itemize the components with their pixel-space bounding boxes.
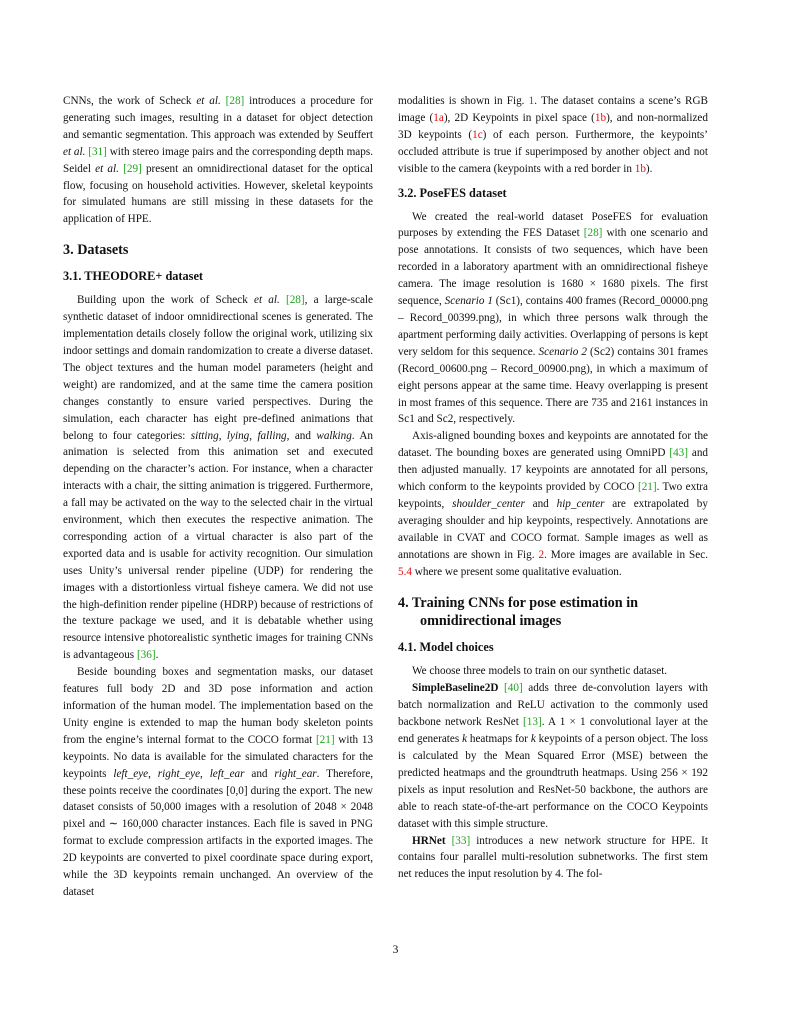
text-italic: right_eye bbox=[157, 767, 201, 780]
text: . An animation is selected from this animation set and executed depending on the character’s action. For instance, when a character interacts with a chair, the sitting animation is triggered. Furthermore, a fall may be activated on the way to the selected chair in the virtual environment, which then executes the respective animation. The corresponding action of a virtual character is also part of the exported data and is usable for activity recognition. Our simulation uses Unity’s universal render pipeline (UDP) for rendering the images with a distortionless virtual fisheye camera. We did not use the high-definition render pipeline (HDRP) because of restrictions of the texture package we used, and it is debatable whether using resource intensive photorealistic synthetic images for training CNNs is advantageous bbox=[63, 429, 374, 662]
citation-link[interactable]: [13] bbox=[523, 716, 542, 729]
text: with 13 keypoints. No data is available for the simulated characters for the keypoints bbox=[63, 733, 374, 780]
text: and bbox=[244, 767, 275, 780]
citation-link[interactable]: [40] bbox=[504, 682, 523, 695]
text: . The dataset contains a scene’s RGB image ( bbox=[398, 95, 708, 124]
text: and then adjusted manually. 17 keypoints are annotated for all persons, which conform to the keypoints provided by COCO bbox=[398, 447, 709, 494]
text: , bbox=[200, 767, 210, 780]
text-italic: et al. bbox=[63, 145, 86, 158]
text: . bbox=[155, 649, 159, 662]
citation-link[interactable]: [33] bbox=[451, 834, 471, 847]
section-heading-datasets: 3. Datasets bbox=[63, 242, 129, 259]
text: . Therefore, these points receive the coordinates [0,0] during the export. The new dataset consists of 50,000 images with a resolution of 2048 × 2048 pixel and ∼ 160,000 character instances. Each file is saved in PNG format to exclude compression artifacts in the exported images. The 2D keypoints are converted to pixel coordinate space during export, while the 3D keypoints remain unchanged. An overview of the dataset bbox=[63, 767, 373, 898]
text: (Sc1), contains 400 frames (Record_00000.png – Record_00399.png), in which three persons walk through the apartment performing daily activities. Overlapping of persons is kept very seldom for this sequence. bbox=[398, 295, 708, 358]
text-italic: shoulder_center bbox=[452, 497, 525, 510]
paragraph-model-2 bbox=[398, 680, 708, 832]
citation-link[interactable]: [31] bbox=[88, 145, 107, 158]
text-italic: et al. bbox=[95, 162, 119, 175]
subsection-heading-model-choices: 4.1. Model choices bbox=[398, 640, 494, 655]
text: , bbox=[249, 429, 258, 442]
right-column bbox=[398, 93, 708, 883]
text: adds three de-convolution layers with batch normalization and ReLU activation to the commonly used backbone network ResNet bbox=[398, 682, 708, 729]
text: with stereo image pairs and the corresponding depth maps. Seidel bbox=[63, 145, 374, 175]
text-bold: HRNet bbox=[412, 834, 446, 847]
text: ), and non-normalized 3D keypoints ( bbox=[398, 111, 708, 141]
figure-link[interactable]: 1a bbox=[433, 111, 444, 124]
paragraph-posefes-1 bbox=[398, 209, 708, 429]
text: CNNs, the work of Scheck bbox=[63, 95, 197, 107]
text: modalities is shown in Fig. bbox=[398, 95, 529, 107]
text: Beside bounding boxes and segmentation masks, our dataset features full body 2D and 3D pose information and action information of the human model. The implementation based on the Unity engine is extended to map the human body skeleton points from the engine’s internal format to the COCO format bbox=[63, 666, 373, 746]
page-number: 3 bbox=[392, 944, 399, 956]
text: . A 1 × 1 convolutional layer at the end generates bbox=[398, 716, 708, 746]
citation-link[interactable]: [28] bbox=[225, 95, 245, 107]
text: ) of each person. Furthermore, the keypoints’ occluded attribute is true if superimposed by another object and not visible to the camera (keypoints with a red border in bbox=[398, 128, 708, 175]
text-italic: k bbox=[462, 733, 468, 746]
paragraph-model-1: We choose three models to train on our synthetic dataset. bbox=[412, 665, 668, 678]
paragraph-theodore-2 bbox=[63, 664, 373, 901]
text-italic: hip_center bbox=[556, 497, 605, 510]
citation-link[interactable]: [28] bbox=[583, 227, 603, 240]
text: Building upon the work of Scheck bbox=[77, 294, 254, 307]
text-italic: et al. bbox=[196, 95, 221, 107]
paragraph-theodore-1 bbox=[63, 292, 373, 664]
citation-link[interactable]: [36] bbox=[136, 649, 156, 662]
subsection-heading-theodore: 3.1. THEODORE+ dataset bbox=[63, 269, 204, 284]
citation-link[interactable]: [28] bbox=[285, 294, 305, 307]
text: heatmaps for bbox=[467, 733, 531, 746]
text-italic: Scenario 1 bbox=[444, 295, 493, 308]
text: , a large-scale synthetic dataset of indoor omnidirectional scenes is generated. The implementation details closely follow the original work, utilizing six indoor settings and domain randomization to create a diverse dataset. The object textures and the human model parameters (height and weight) are randomized, and at the same time the camera position changes constantly to ensure varied perspectives. During the simulation, each character has eight pre-defined animations that belong to four categories: bbox=[63, 294, 373, 442]
figure-link[interactable]: 1b bbox=[594, 111, 607, 124]
citation-link[interactable]: [21] bbox=[315, 733, 335, 746]
text: where we present some qualitative evaluation. bbox=[411, 565, 622, 578]
text-italic: et al. bbox=[253, 294, 280, 307]
text: introduces a new network structure for HPE. It contains four parallel multi-resolution subnetworks. The first stem net reduces the input resolution by 4. The fol- bbox=[398, 834, 708, 881]
text: , and bbox=[286, 429, 317, 442]
text: are extrapolated by averaging shoulder and hip keypoints, respectively. Annotations are available in CVAT and COCO format. Sample images as well as annotations are shown in Fig. bbox=[398, 497, 708, 561]
text: , bbox=[148, 767, 158, 780]
citation-link[interactable]: [29] bbox=[123, 162, 142, 175]
figure-link[interactable]: 2 bbox=[538, 548, 545, 561]
text-italic: lying bbox=[226, 429, 250, 442]
citation-link[interactable]: [43] bbox=[669, 447, 688, 460]
text: and bbox=[524, 497, 557, 510]
text: . More images are available in Sec. bbox=[544, 548, 709, 561]
paragraph-dataset-overview bbox=[398, 93, 708, 178]
section-link[interactable]: 5.4 bbox=[398, 565, 412, 578]
paragraph-intro bbox=[63, 93, 373, 228]
text: with one scenario and pose annotations. It consists of two sequences, which have been recorded in a laboratory apartment with an omnidirectional fisheye camera. The image resolution is 1680 × 1680 pixels. The first sequence, bbox=[398, 227, 708, 308]
text: , bbox=[218, 429, 227, 442]
paragraph-model-3 bbox=[398, 833, 708, 884]
text-italic: walking bbox=[316, 429, 352, 442]
text-italic: left_eye bbox=[113, 767, 149, 780]
section-heading-training: 4. Training CNNs for pose estimation in omnidirectional images bbox=[398, 595, 639, 630]
text: present an omnidirectional dataset for the optical flow, focusing on household activities. However, skeletal keypoints for simulated humans are still missing in these datasets for the application of HPE. bbox=[63, 162, 374, 226]
figure-link[interactable]: 1c bbox=[472, 128, 483, 141]
figure-link[interactable]: 1b bbox=[634, 162, 646, 175]
text-italic: sitting bbox=[190, 429, 219, 442]
text-italic: right_ear bbox=[274, 767, 317, 780]
text: ). bbox=[645, 162, 653, 175]
left-column bbox=[63, 93, 373, 901]
figure-link[interactable]: 1 bbox=[528, 95, 535, 107]
text-italic: left_ear bbox=[209, 767, 245, 780]
text: . Two extra keypoints, bbox=[398, 481, 708, 510]
text-italic: falling bbox=[257, 429, 287, 442]
text: Axis-aligned bounding boxes and keypoints are annotated for the dataset. The bounding boxes are generated using OmniPD bbox=[398, 430, 708, 460]
text: introduces a procedure for generating such images, resulting in a dataset for object detection and semantic segmentation. This approach was extended by Seuffert bbox=[63, 95, 374, 141]
citation-link[interactable]: [21] bbox=[637, 481, 657, 494]
subsection-heading-posefes: 3.2. PoseFES dataset bbox=[398, 185, 507, 200]
text-italic: k bbox=[530, 733, 536, 746]
text-italic: Scenario 2 bbox=[538, 345, 587, 358]
paragraph-posefes-2 bbox=[398, 428, 708, 580]
text: (Sc2) contains 301 frames (Record_00600.png – Record_00900.png), in which a maximum of eight persons appear at the same time. Heavy overlapping is present in most frames of this sequence. There are 735 and 2161 instances in Sc1 and Sc2, respectively. bbox=[398, 345, 708, 426]
text: keypoints of a person object. The loss is calculated by the Mean Squared Error (MSE) between the predicted heatmaps and the groundtruth heatmaps. Using 256 × 192 pixels as input resolution and ResNet-50 backbone, the authors are able to reach state-of-the-art performance on the COCO Keypoints dataset with this simple structure. bbox=[398, 733, 708, 830]
text: We created the real-world dataset PoseFES for evaluation purposes by extending the FES Dataset bbox=[398, 210, 708, 240]
text: ), 2D Keypoints in pixel space ( bbox=[443, 111, 595, 124]
text-bold: SimpleBaseline2D bbox=[412, 682, 499, 695]
